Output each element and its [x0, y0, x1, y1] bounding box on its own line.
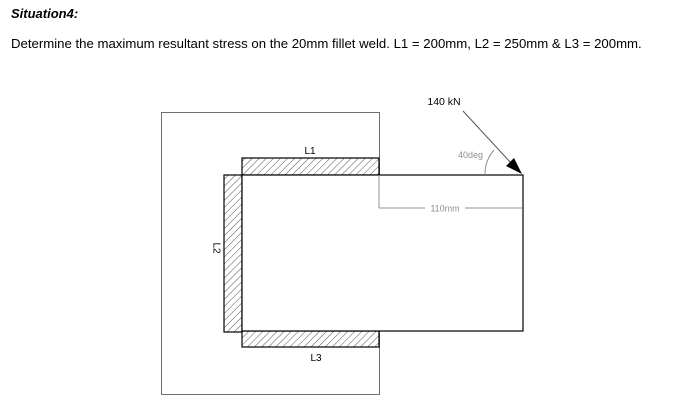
- weld-l2-label: L2: [210, 242, 222, 254]
- eccentricity-label: 110mm: [430, 203, 460, 214]
- weld-l2: [224, 175, 242, 332]
- weld-l1: [242, 158, 379, 175]
- load-label: 140 kN: [427, 96, 461, 108]
- situation-heading: Situation4:: [11, 6, 79, 21]
- weld-l3: [242, 331, 379, 347]
- weld-l1-label: L1: [304, 146, 316, 157]
- angle-arc: [485, 150, 494, 175]
- angle-label: 40deg: [458, 150, 484, 160]
- bracket-plate: [242, 175, 523, 331]
- problem-statement: Determine the maximum resultant stress on the 20mm fillet weld. L1 = 200mm, L2 = 250mm & L3 = 200mm.: [11, 36, 642, 51]
- weld-l3-label: L3: [310, 353, 322, 364]
